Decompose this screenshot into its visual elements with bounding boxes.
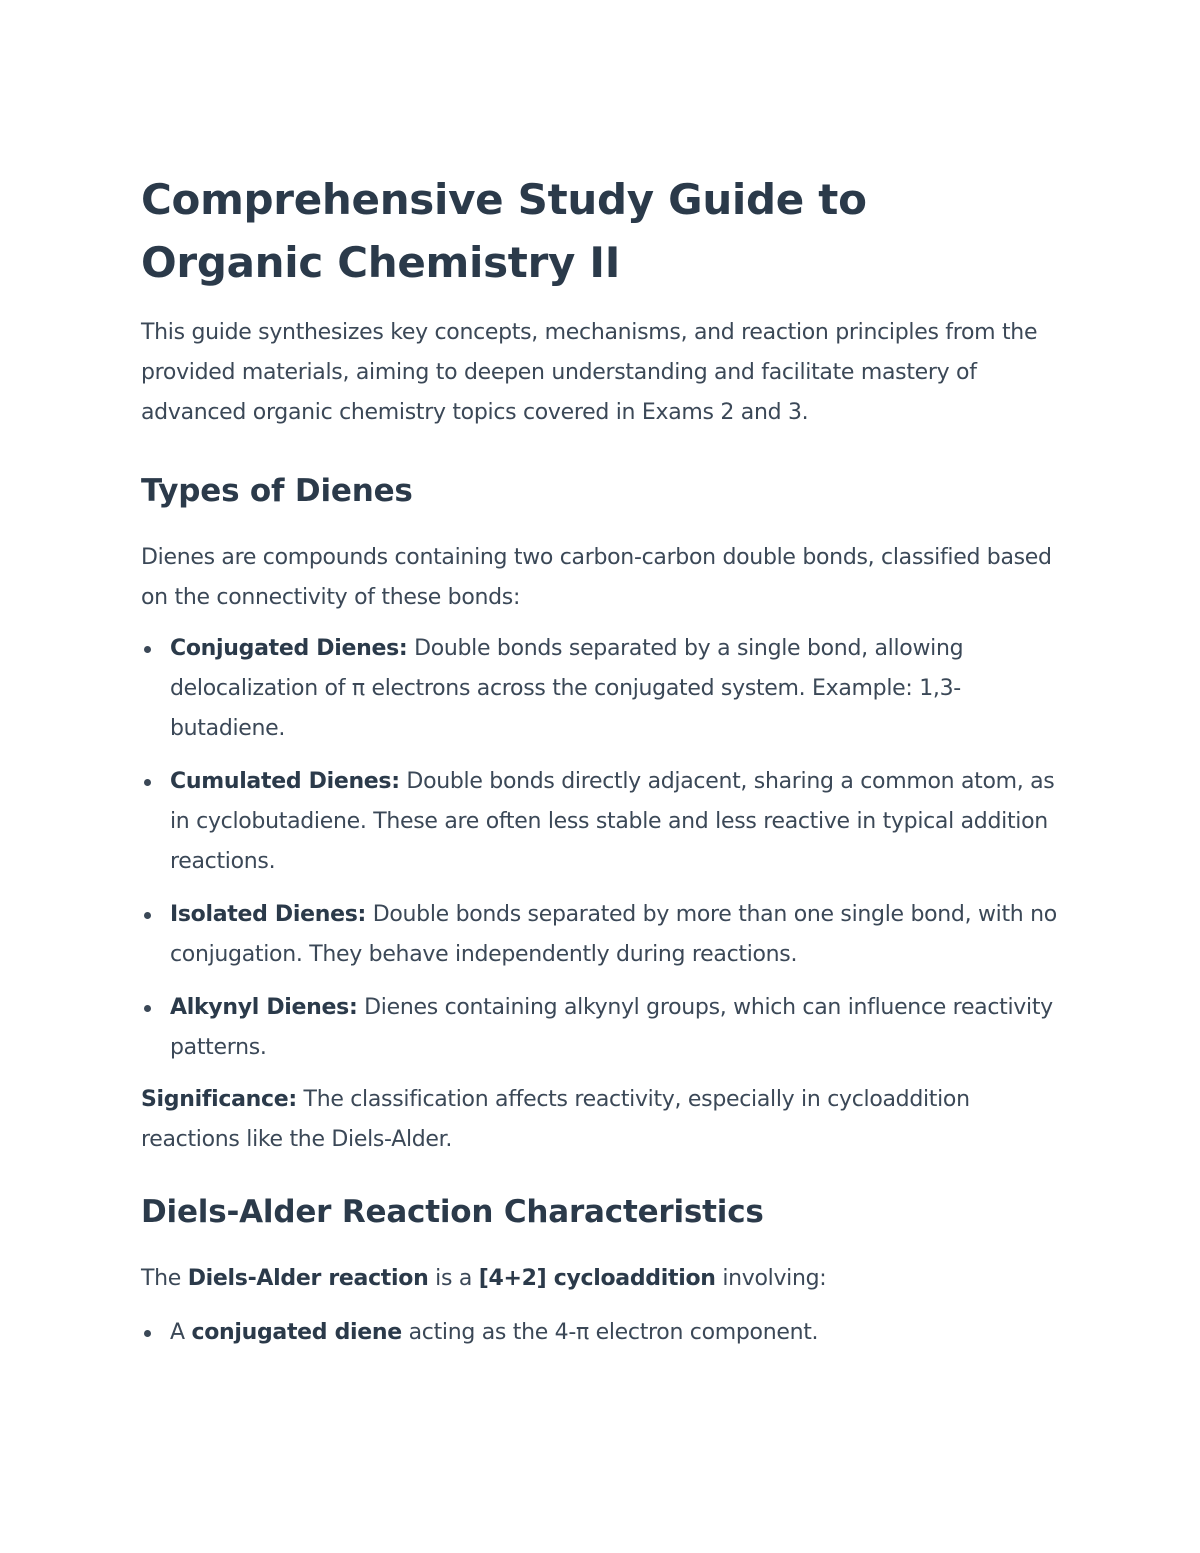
significance-label: Significance: xyxy=(141,1087,297,1112)
section-heading-diels-alder: Diels-Alder Reaction Characteristics xyxy=(141,1194,764,1230)
diels-alder-list xyxy=(141,1313,1059,1353)
bullet-icon xyxy=(144,779,151,786)
intro-prefix: The xyxy=(141,1266,188,1291)
term-isolated-dienes: Isolated Dienes: xyxy=(170,902,367,927)
term-cycloaddition: [4+2] cycloaddition xyxy=(478,1266,716,1291)
intro-mid: is a xyxy=(428,1266,479,1291)
item-prefix: A xyxy=(170,1320,192,1345)
intro-suffix: involving: xyxy=(715,1266,827,1291)
description-conjugated-dienes: Double bonds separated by a single bond, allowing delocalization of π electrons across the conjugated system. Example: 1,3-butadiene. xyxy=(170,636,964,741)
bullet-icon xyxy=(144,1005,151,1012)
list-item-conjugated-dienes xyxy=(141,629,1059,749)
dienes-list xyxy=(141,629,1059,1068)
description-alkynyl-dienes: Dienes containing alkynyl groups, which can influence reactivity patterns. xyxy=(170,995,1053,1060)
diels-alder-intro xyxy=(141,1259,1059,1299)
intro-paragraph: This guide synthesizes key concepts, mechanisms, and reaction principles from the provided materials, aiming to deepen understanding and facilitate mastery of advanced organic chemistry topics covered in Exams 2 and 3. xyxy=(141,320,1038,425)
list-item-conjugated-diene-component xyxy=(141,1313,1059,1353)
term-diels-alder-reaction: Diels-Alder reaction xyxy=(187,1266,429,1291)
significance-text: The classification affects reactivity, especially in cycloaddition reactions like the Diels-Alder. xyxy=(141,1087,970,1152)
term-conjugated-diene: conjugated diene xyxy=(191,1320,402,1345)
list-item-alkynyl-dienes xyxy=(141,988,1059,1068)
types-of-dienes-intro: Dienes are compounds containing two carbon-carbon double bonds, classified based on the connectivity of these bonds: xyxy=(141,545,1052,610)
term-cumulated-dienes: Cumulated Dienes: xyxy=(170,769,400,794)
term-alkynyl-dienes: Alkynyl Dienes: xyxy=(170,995,358,1020)
description-cumulated-dienes: Double bonds directly adjacent, sharing a common atom, as in cyclobutadiene. These are often less stable and less reactive in typical addition reactions. xyxy=(170,769,1055,874)
term-conjugated-dienes: Conjugated Dienes: xyxy=(170,636,408,661)
bullet-icon xyxy=(144,646,151,653)
bullet-icon xyxy=(144,1330,151,1337)
section-heading-types-of-dienes: Types of Dienes xyxy=(141,473,413,509)
bullet-icon xyxy=(144,912,151,919)
list-item-isolated-dienes xyxy=(141,895,1059,975)
list-item-cumulated-dienes xyxy=(141,762,1059,882)
significance-paragraph xyxy=(141,1080,1059,1160)
document-title: Comprehensive Study Guide to Organic Chemistry II xyxy=(141,175,867,287)
description-isolated-dienes: Double bonds separated by more than one single bond, with no conjugation. They behave independently during reactions. xyxy=(170,902,1057,967)
document-page xyxy=(141,168,1059,1366)
item-description: acting as the 4-π electron component. xyxy=(401,1320,819,1345)
